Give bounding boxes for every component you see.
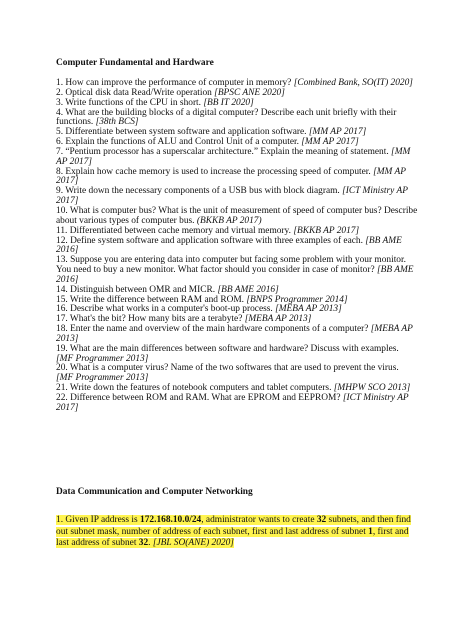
- question-reference: [BKKB AP 2017]: [293, 225, 360, 236]
- q1-text-part: .: [148, 538, 153, 549]
- question-text: 6. Explain the functions of ALU and Control Unit of a computer.: [56, 137, 302, 148]
- question-text: 1. How can improve the performance of computer in memory?: [56, 78, 294, 88]
- subnet-count: 32: [316, 515, 327, 525]
- networking-question-1: [56, 515, 418, 550]
- question-reference: [JBL SO(ANE) 2020]: [152, 538, 234, 549]
- question-text: 7. “Pentium processor has a superscalar architecture.” Explain the meaning of statement.: [56, 146, 392, 157]
- question-reference: [Combined Bank, SO(IT) 2020]: [293, 78, 413, 88]
- question-reference: [MF Programmer 2013]: [56, 373, 149, 384]
- question-text: 17. What's the bit? How many bits are a terabyte?: [56, 314, 245, 325]
- section-heading-networking: Data Communication and Computer Networking: [56, 487, 253, 497]
- question-reference: [MEBA AP 2013]: [244, 314, 312, 325]
- subnet-number: 32: [138, 538, 149, 549]
- question-item: [56, 237, 418, 257]
- question-text: 11. Differentiated between cache memory and virtual memory.: [56, 225, 294, 236]
- question-reference: [MM AP 2017]: [308, 127, 367, 138]
- question-reference: [BB IT 2020]: [203, 97, 254, 108]
- question-text: 13. Suppose you are entering data into computer but facing some problem with your monitor. You need to buy a new monitor. What factor should you consider in case of monitor?: [56, 255, 406, 276]
- question-reference: [MEBA AP 2013]: [275, 304, 342, 315]
- question-text: 5. Differentiate between system software and application software.: [56, 127, 309, 138]
- q1-text-part: , administrator wants to create: [201, 515, 317, 525]
- question-reference: [MEBA AP 2013]: [56, 324, 413, 344]
- question-text: 14. Distinguish between OMR and MICR.: [56, 284, 218, 295]
- question-text: 16. Describe what works in a computer's boot-up process.: [56, 304, 276, 315]
- question-list-hardware: [56, 79, 418, 414]
- question-text: 12. Define system software and application software with three examples of each.: [56, 235, 366, 246]
- question-reference: [MM AP 2017]: [56, 166, 406, 187]
- question-text: 15. Write the difference between RAM and ROM.: [56, 294, 247, 305]
- question-reference: [MM AP 2017]: [301, 137, 359, 148]
- question-reference: [BB AME 2016]: [56, 235, 402, 256]
- question-item: [56, 168, 418, 188]
- question-reference: [BB AME 2016]: [217, 284, 279, 295]
- question-reference: [ICT Ministry AP 2017]: [56, 393, 409, 413]
- question-item: [56, 394, 418, 414]
- question-reference: [38th BCS]: [95, 117, 139, 128]
- question-text: 4. What are the building blocks of a digital computer? Describe each unit briefly with their functions.: [56, 107, 397, 128]
- question-text: 22. Difference between ROM and RAM. What are EPROM and EEPROM?: [56, 393, 343, 403]
- section-heading-hardware: Computer Fundamental and Hardware: [56, 58, 214, 68]
- question-reference: [MM AP 2017]: [56, 146, 411, 167]
- question-text: 8. Explain how cache memory is used to increase the processing speed of computer.: [56, 166, 374, 177]
- highlighted-question: [56, 515, 411, 548]
- q1-text-part: subnets, and then find out subnet mask, number of address of each subnet, first and last address of subnet: [56, 515, 411, 537]
- question-item: [56, 109, 418, 129]
- question-item: [56, 148, 418, 168]
- question-item: [56, 256, 418, 286]
- question-reference: [BNPS Programmer 2014]: [246, 294, 348, 305]
- question-item: [56, 187, 418, 207]
- question-item: [56, 325, 418, 345]
- question-text: 20. What is a computer virus? Name of the two softwares that are used to prevent the virus.: [56, 363, 399, 374]
- question-reference: [MHPW SCO 2013]: [333, 383, 411, 394]
- question-reference: (BKKB AP 2017): [196, 215, 262, 226]
- ip-address: 172.168.10.0/24: [140, 515, 202, 525]
- q1-text-part: 1. Given IP address is: [56, 515, 141, 525]
- question-text: 9. Write down the necessary components of a USB bus with block diagram.: [56, 186, 343, 197]
- question-reference: [BPSC ANE 2020]: [214, 87, 285, 98]
- question-text: 19. What are the main differences between software and hardware? Discuss with examples.: [56, 343, 399, 354]
- question-text: 10. What is computer bus? What is the unit of measurement of speed of computer bus? Describe about various types of computer bus.: [56, 205, 418, 226]
- question-reference: [MF Programmer 2013]: [56, 353, 149, 364]
- question-item: [56, 207, 418, 227]
- question-text: 3. Write functions of the CPU in short.: [56, 97, 204, 108]
- question-reference: [BB AME 2016]: [56, 265, 414, 285]
- question-item: [56, 364, 418, 384]
- question-text: 21. Write down the features of notebook computers and tablet computers.: [56, 383, 334, 394]
- subnet-number: 1: [368, 526, 373, 537]
- question-text: 2. Optical disk data Read/Write operation: [56, 87, 215, 98]
- q1-text-part: , first and last address of subnet: [56, 526, 409, 549]
- question-item: [56, 345, 418, 365]
- question-reference: [ICT Ministry AP 2017]: [56, 186, 408, 207]
- question-text: 18. Enter the name and overview of the main hardware components of a computer?: [56, 324, 371, 335]
